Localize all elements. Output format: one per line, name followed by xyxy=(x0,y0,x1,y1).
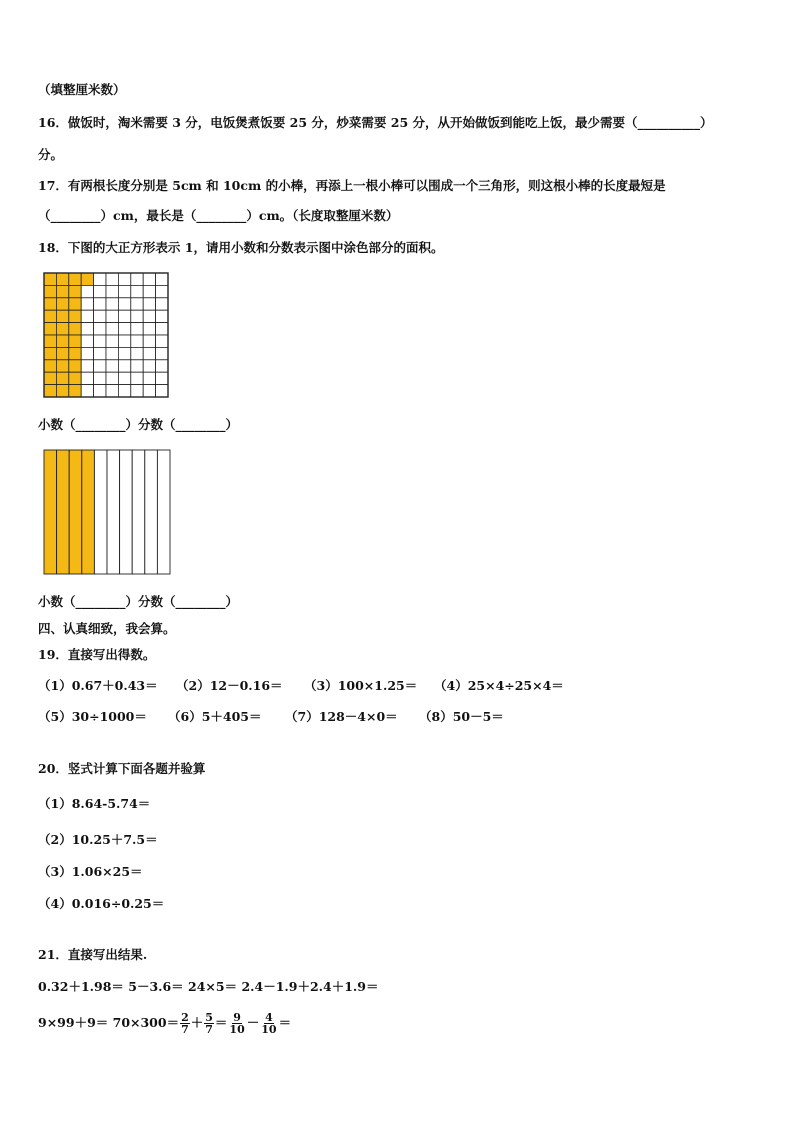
question-17-line2: （________）cm，最长是（________）cm。（长度取整厘米数） xyxy=(38,208,399,223)
grid-cell xyxy=(156,323,168,335)
calc-text: 9×99＋9＝ 70×300＝ xyxy=(38,1015,180,1030)
grid-cell xyxy=(156,273,168,285)
grid-cell xyxy=(106,360,118,372)
grid-cell xyxy=(94,385,106,397)
grid-cell xyxy=(143,285,155,297)
strip-shaded xyxy=(82,450,95,574)
grid-cell xyxy=(143,360,155,372)
grid-cell xyxy=(131,335,143,347)
fraction-denominator: 7 xyxy=(181,1023,189,1036)
grid-cell xyxy=(81,372,93,384)
grid-cell-shaded xyxy=(69,372,81,384)
grid-cell xyxy=(81,335,93,347)
question-16-line2: 分。 xyxy=(38,147,64,162)
grid-cell xyxy=(81,347,93,359)
minus-sign: － xyxy=(246,1015,260,1030)
grid-cell xyxy=(118,385,130,397)
grid-cell xyxy=(106,323,118,335)
strip-shaded xyxy=(57,450,70,574)
grid-cell xyxy=(106,285,118,297)
grid-cell xyxy=(143,323,155,335)
grid-cell xyxy=(94,347,106,359)
grid-cell xyxy=(156,298,168,310)
grid-cell xyxy=(118,323,130,335)
fraction xyxy=(228,1012,245,1035)
strip xyxy=(145,450,158,574)
grid-cell xyxy=(118,347,130,359)
grid-cell xyxy=(156,335,168,347)
grid-cell xyxy=(94,273,106,285)
grid-cell xyxy=(106,273,118,285)
grid-cell xyxy=(106,372,118,384)
question-18-answer-1: 小数（________）分数（________） xyxy=(38,417,239,432)
question-21: 21．直接写出结果. xyxy=(38,947,148,962)
grid-cell xyxy=(156,360,168,372)
grid-cell xyxy=(131,360,143,372)
grid-cell xyxy=(156,285,168,297)
question-19-row-2 xyxy=(38,709,504,725)
question-19-row-1 xyxy=(38,678,564,694)
calc-item: （5）30÷1000＝ xyxy=(38,709,147,724)
grid-cell xyxy=(94,372,106,384)
fraction-numerator: 4 xyxy=(265,1011,273,1024)
grid-cell-shaded xyxy=(69,310,81,322)
question-20-item-3: （3）1.06×25＝ xyxy=(38,864,143,879)
grid-cell xyxy=(156,310,168,322)
question-20-item-2: （2）10.25＋7.5＝ xyxy=(38,832,158,847)
grid-cell-shaded xyxy=(44,372,56,384)
grid-cell xyxy=(118,285,130,297)
grid-cell xyxy=(94,323,106,335)
question-20: 20．竖式计算下面各题并验算 xyxy=(38,761,206,776)
question-20-item-4: （4）0.016÷0.25＝ xyxy=(38,896,165,911)
strip xyxy=(132,450,145,574)
fraction-numerator: 2 xyxy=(181,1011,189,1024)
grid-cell xyxy=(81,323,93,335)
grid-cell xyxy=(131,372,143,384)
grid-cell-shaded xyxy=(44,298,56,310)
grid-cell xyxy=(94,285,106,297)
strip-shaded xyxy=(44,450,57,574)
question-21-row-2 xyxy=(38,1012,291,1035)
grid-cell-shaded xyxy=(44,323,56,335)
equals-sign: ＝ xyxy=(278,1015,292,1030)
grid-cell xyxy=(106,310,118,322)
grid-cell-shaded xyxy=(69,335,81,347)
grid-cell-shaded xyxy=(69,273,81,285)
grid-cell-shaded xyxy=(69,360,81,372)
strip-shaded xyxy=(69,450,82,574)
grid-cell xyxy=(94,310,106,322)
grid-cell-shaded xyxy=(56,310,68,322)
grid-cell xyxy=(106,347,118,359)
grid-cell xyxy=(81,310,93,322)
calc-item: （4）25×4÷25×4＝ xyxy=(434,678,564,693)
fill-note: （填整厘米数） xyxy=(38,82,126,97)
grid-cell xyxy=(81,285,93,297)
grid-cell xyxy=(156,385,168,397)
grid-cell-shaded xyxy=(44,360,56,372)
grid-cell xyxy=(143,347,155,359)
question-17-line1: 17．有两根长度分别是 5cm 和 10cm 的小棒，再添上一根小棒可以围成一个三角形，则这根小棒的长度最短是 xyxy=(38,178,666,193)
grid-cell-shaded xyxy=(69,385,81,397)
grid-cell-shaded xyxy=(44,273,56,285)
grid-cell-shaded xyxy=(44,335,56,347)
grid-cell xyxy=(131,285,143,297)
question-18-answer-2: 小数（________）分数（________） xyxy=(38,594,239,609)
hundred-grid-figure xyxy=(42,271,172,399)
question-19: 19．直接写出得数。 xyxy=(38,647,156,662)
grid-cell-shaded xyxy=(56,285,68,297)
calc-item: （6）5＋405＝ xyxy=(168,709,262,724)
grid-cell xyxy=(156,372,168,384)
grid-cell xyxy=(143,273,155,285)
grid-cell-shaded xyxy=(56,385,68,397)
grid-cell-shaded xyxy=(69,298,81,310)
calc-item: （1）0.67＋0.43＝ xyxy=(38,678,158,693)
fraction-numerator: 9 xyxy=(233,1011,241,1024)
grid-cell xyxy=(118,372,130,384)
grid-cell xyxy=(94,360,106,372)
question-18: 18．下图的大正方形表示 1，请用小数和分数表示图中涂色部分的面积。 xyxy=(38,240,444,255)
grid-cell xyxy=(106,385,118,397)
fraction-denominator: 10 xyxy=(229,1023,245,1036)
grid-cell xyxy=(131,323,143,335)
grid-cell-shaded xyxy=(56,273,68,285)
grid-cell xyxy=(106,335,118,347)
grid-cell xyxy=(131,273,143,285)
grid-cell xyxy=(81,385,93,397)
fraction-denominator: 7 xyxy=(205,1023,213,1036)
calc-item: （3）100×1.25＝ xyxy=(304,678,418,693)
section-4-heading: 四、认真细致，我会算。 xyxy=(38,621,176,636)
grid-cell xyxy=(81,298,93,310)
calc-item: （2）12－0.16＝ xyxy=(176,678,283,693)
strip xyxy=(157,450,170,574)
grid-cell xyxy=(81,360,93,372)
question-16-line1: 16．做饭时，淘米需要 3 分，电饭煲煮饭要 25 分，炒菜需要 25 分，从开始做饭到能吃上饭，最少需要（__________） xyxy=(38,115,713,130)
grid-cell-shaded xyxy=(56,323,68,335)
grid-cell xyxy=(143,310,155,322)
grid-cell-shaded xyxy=(44,285,56,297)
grid-cell xyxy=(131,385,143,397)
fraction xyxy=(180,1012,190,1035)
grid-cell xyxy=(143,335,155,347)
grid-cell xyxy=(118,360,130,372)
grid-cell-shaded xyxy=(44,385,56,397)
question-21-row-1: 0.32＋1.98＝ 5－3.6＝ 24×5＝ 2.4－1.9＋2.4＋1.9＝ xyxy=(38,979,379,994)
grid-cell xyxy=(156,347,168,359)
grid-cell-shaded xyxy=(56,347,68,359)
calc-item: （8）50－5＝ xyxy=(419,709,504,724)
grid-cell xyxy=(106,298,118,310)
equals-sign: ＝ xyxy=(214,1015,228,1030)
grid-cell xyxy=(118,298,130,310)
grid-cell-shaded xyxy=(56,298,68,310)
grid-cell-shaded xyxy=(56,372,68,384)
grid-cell-shaded xyxy=(69,285,81,297)
grid-cell-shaded xyxy=(44,347,56,359)
grid-cell xyxy=(143,385,155,397)
grid-cell xyxy=(94,298,106,310)
grid-cell-shaded xyxy=(69,347,81,359)
grid-cell xyxy=(118,335,130,347)
strip xyxy=(94,450,107,574)
grid-cell-shaded xyxy=(44,310,56,322)
fraction xyxy=(260,1012,277,1035)
grid-cell xyxy=(131,298,143,310)
grid-cell-shaded xyxy=(56,335,68,347)
plus-sign: ＋ xyxy=(190,1015,204,1030)
fraction-denominator: 10 xyxy=(261,1023,277,1036)
grid-cell xyxy=(94,335,106,347)
grid-cell xyxy=(118,310,130,322)
strip xyxy=(120,450,133,574)
grid-cell xyxy=(143,298,155,310)
grid-cell xyxy=(131,310,143,322)
ten-strips-figure xyxy=(42,448,174,578)
grid-cell-shaded xyxy=(56,360,68,372)
question-20-item-1: （1）8.64-5.74＝ xyxy=(38,796,151,811)
fraction xyxy=(204,1012,214,1035)
grid-cell xyxy=(143,372,155,384)
grid-cell xyxy=(131,347,143,359)
fraction-numerator: 5 xyxy=(205,1011,213,1024)
grid-cell-shaded xyxy=(69,323,81,335)
grid-cell-shaded xyxy=(81,273,93,285)
strip xyxy=(107,450,120,574)
grid-cell xyxy=(118,273,130,285)
calc-item: （7）128－4×0＝ xyxy=(285,709,398,724)
